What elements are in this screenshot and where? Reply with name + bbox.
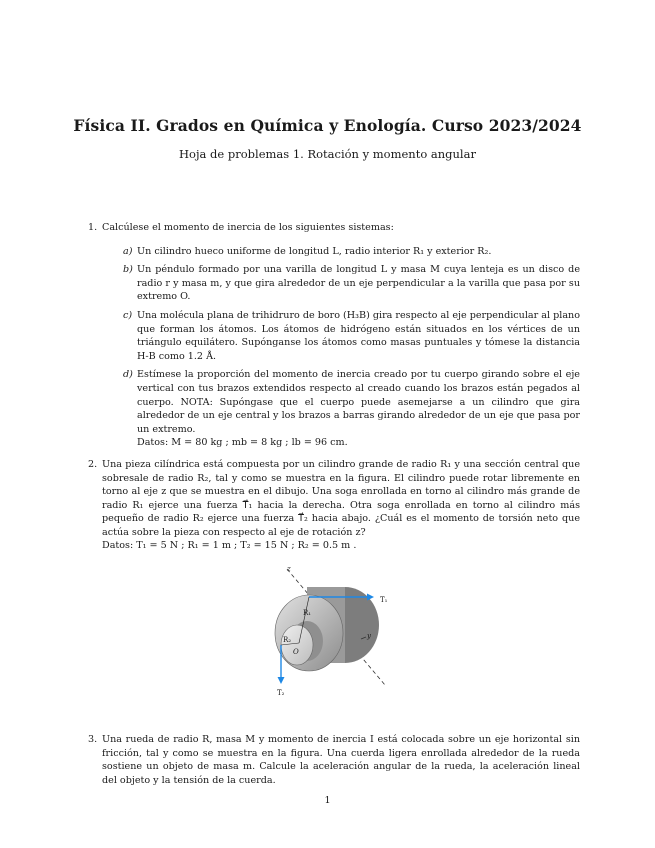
subitem-text: Estímese la proporción del momento de inercia creado por tu cuerpo girando sobre el eje vertical con tus brazos extendidos respecto al creado cuando los brazos están pegados al cuerpo. NOTA: Supóngase que el cuerpo puede asemejarse a un cilindro que gira alrededor de un eje central y los brazos a barras girando alrededor de un eje que pasa por un extremo.: [137, 369, 580, 435]
r2-label: R₂: [283, 636, 292, 645]
t2-arrowhead: [278, 677, 285, 684]
t1-arrowhead: [367, 594, 374, 601]
problem-2: [88, 458, 580, 702]
subitem-text: Un péndulo formado por una varilla de longitud L y masa M cuya lenteja es un disco de radio r y masa m, y que gira alrededor de un eje perpendicular a la varilla que pasa por su extremo O.: [137, 264, 580, 303]
problem-list: [88, 221, 580, 787]
subitem-a: [123, 245, 580, 259]
r1-label: R₁: [303, 609, 312, 618]
cylinder-figure: [267, 567, 417, 702]
subitem-label: c): [123, 309, 133, 321]
y-axis-label: y: [367, 632, 371, 641]
problem-number: 2.: [88, 458, 98, 470]
document-subtitle: Hoja de problemas 1. Rotación y momento angular: [179, 147, 476, 161]
subitem-label: d): [123, 369, 133, 381]
subitem-label: a): [123, 245, 133, 257]
origin-label: O: [293, 648, 299, 657]
page-number: 1: [324, 795, 331, 806]
subitem-label: b): [123, 264, 133, 276]
problem-3: [88, 733, 580, 787]
subitem-list: [102, 245, 580, 450]
problem-number: 3.: [88, 734, 98, 746]
subitem-b: [123, 263, 580, 304]
subitem-text: Una molécula plana de trihidruro de boro (H₃B) gira respecto al eje perpendicular al plano que forman los átomos. Los átomos de hidrógeno están situados en los vértices de un triángulo equilátero. Supónganse los átomos como masas puntuales y tómese la distancia H-B como 1.2 Å.: [137, 309, 581, 362]
subitem-data: Datos: M = 80 kg ; mb = 8 kg ; lb = 96 cm.: [137, 437, 348, 449]
subitem-text: Un cilindro hueco uniforme de longitud L, radio interior R₁ y exterior R₂.: [137, 245, 492, 257]
document-title: Física II. Grados en Química y Enología. Curso 2023/2024: [73, 116, 582, 135]
subitem-c: [123, 309, 580, 363]
problem-number: 1.: [88, 222, 98, 233]
problem-text: Calcúlese el momento de inercia de los siguientes sistemas:: [102, 222, 394, 233]
subitem-d: [123, 368, 580, 450]
t2-label: T₂: [277, 689, 285, 698]
problem-text: Una rueda de radio R, masa M y momento de inercia I está colocada sobre un eje horizontal sin fricción, tal y como se muestra en la figura. Una cuerda ligera enrollada alrededor de la rueda sostiene un objeto de masa m. Calcule la aceleración angular de la rueda, la aceleración lineal del objeto y la tensión de la cuerda.: [102, 734, 580, 786]
z-axis-label: z: [287, 565, 291, 574]
t1-label: T₁: [380, 596, 388, 605]
problem-text: Una pieza cilíndrica está compuesta por un cilindro grande de radio R₁ y una sección central que sobresale de radio R₂, tal y como se muestra en la figura. El cilindro puede rotar libremente en torno al eje z que se muestra en el dibujo. Una soga enrollada en torno al cilindro más grande de radio R₁ ejerce una fuerza T⃗₁ hacia la derecha. Otra soga enrollada en torno al cilindro más pequeño de radio R₂ ejerce una fuerza T⃗₂ hacia abajo. ¿Cuál es el momento de torsión neto que actúa sobre la pieza con respecto al eje de rotación z?: [102, 458, 580, 538]
problem-1: [88, 221, 580, 450]
problem-data: Datos: T₁ = 5 N ; R₁ = 1 m ; T₂ = 15 N ; R₂ = 0.5 m .: [102, 540, 357, 552]
